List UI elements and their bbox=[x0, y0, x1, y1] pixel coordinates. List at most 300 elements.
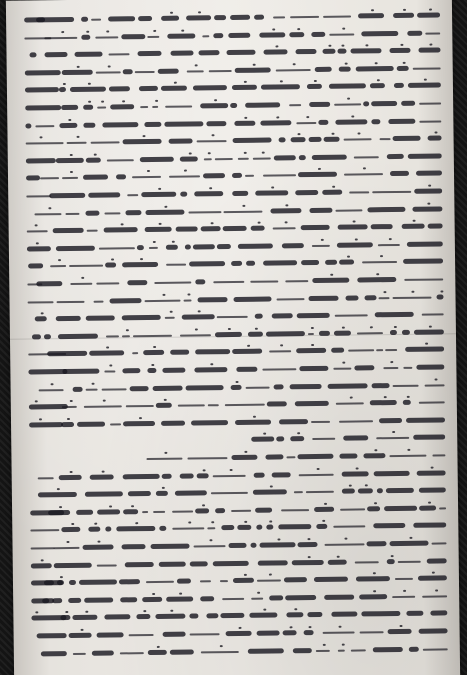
ink-stroke bbox=[180, 334, 210, 336]
ink-stroke bbox=[110, 423, 122, 425]
ink-dot bbox=[403, 9, 406, 11]
ink-dot bbox=[35, 401, 38, 403]
ink-dot bbox=[76, 136, 79, 138]
ink-stroke bbox=[173, 528, 205, 530]
ink-dot bbox=[92, 382, 95, 384]
ink-dot bbox=[136, 523, 139, 525]
ink-stroke bbox=[395, 578, 413, 580]
ink-stroke bbox=[229, 32, 251, 37]
ink-stroke bbox=[207, 528, 215, 530]
ink-stroke bbox=[26, 195, 51, 197]
ink-stroke bbox=[76, 510, 93, 515]
ink-stroke bbox=[278, 138, 285, 143]
ink-stroke bbox=[59, 122, 77, 127]
ink-dot bbox=[284, 222, 287, 224]
ink-dot bbox=[158, 188, 161, 190]
ink-dot bbox=[429, 9, 432, 11]
ink-stroke bbox=[396, 66, 409, 71]
ink-stroke bbox=[84, 406, 122, 408]
ink-dot bbox=[140, 258, 143, 260]
ink-stroke bbox=[234, 120, 255, 125]
ink-stroke bbox=[166, 244, 178, 249]
ink-stroke bbox=[142, 511, 149, 513]
ink-stroke bbox=[297, 313, 330, 318]
ink-stroke bbox=[248, 648, 284, 653]
ink-dot bbox=[409, 537, 412, 539]
ink-stroke bbox=[145, 121, 161, 126]
ink-stroke bbox=[250, 543, 256, 548]
ink-stroke bbox=[29, 422, 63, 427]
ink-dot bbox=[374, 502, 377, 504]
ink-stroke bbox=[123, 509, 138, 514]
ink-stroke bbox=[312, 278, 349, 283]
ink-dot bbox=[347, 98, 350, 100]
ink-stroke bbox=[34, 213, 61, 215]
ink-dot bbox=[189, 152, 192, 154]
ink-stroke bbox=[245, 386, 269, 388]
ink-stroke bbox=[181, 314, 214, 319]
ink-stroke bbox=[418, 48, 440, 53]
ink-stroke bbox=[389, 118, 416, 123]
ink-stroke bbox=[337, 242, 373, 247]
ink-stroke bbox=[335, 315, 368, 317]
ink-stroke bbox=[104, 370, 115, 372]
ink-stroke bbox=[138, 16, 152, 21]
ink-stroke bbox=[231, 261, 242, 266]
ink-dot bbox=[244, 81, 247, 83]
ink-stroke bbox=[291, 137, 306, 142]
ink-stroke bbox=[233, 578, 254, 583]
ink-stroke bbox=[37, 477, 54, 479]
ink-stroke bbox=[393, 136, 421, 141]
ink-stroke bbox=[123, 139, 162, 144]
ink-dot bbox=[188, 522, 191, 524]
ink-stroke bbox=[408, 153, 442, 158]
ink-stroke bbox=[215, 332, 242, 337]
ink-stroke bbox=[335, 209, 362, 211]
ink-dot bbox=[365, 485, 368, 487]
ink-stroke bbox=[163, 368, 186, 373]
ink-stroke bbox=[236, 367, 257, 372]
ink-stroke bbox=[187, 457, 227, 459]
ink-stroke bbox=[383, 367, 398, 369]
ink-stroke bbox=[86, 157, 100, 162]
ink-stroke bbox=[31, 580, 64, 585]
ink-dot bbox=[122, 100, 125, 102]
ink-stroke bbox=[417, 470, 446, 475]
ink-dot bbox=[344, 538, 347, 540]
ink-dot bbox=[48, 207, 51, 209]
ink-stroke bbox=[161, 16, 179, 21]
ink-stroke bbox=[121, 597, 137, 602]
ink-stroke bbox=[232, 173, 242, 178]
ink-dot bbox=[431, 466, 434, 468]
ink-dot bbox=[111, 259, 114, 261]
ink-stroke bbox=[95, 36, 118, 38]
ink-stroke bbox=[309, 102, 330, 107]
ink-dot bbox=[107, 30, 110, 32]
ink-stroke bbox=[413, 523, 447, 528]
ink-stroke bbox=[338, 49, 347, 54]
ink-stroke bbox=[77, 421, 106, 426]
ink-stroke bbox=[272, 472, 291, 477]
ink-stroke bbox=[183, 299, 192, 301]
ink-stroke bbox=[362, 261, 397, 263]
ink-stroke bbox=[122, 315, 162, 320]
ink-stroke bbox=[251, 437, 274, 442]
ink-stroke bbox=[25, 70, 61, 75]
ink-stroke bbox=[312, 31, 325, 36]
ink-stroke bbox=[259, 32, 285, 37]
ink-stroke bbox=[230, 15, 250, 20]
ink-stroke bbox=[253, 490, 287, 495]
ink-stroke bbox=[59, 474, 82, 479]
ink-stroke bbox=[314, 577, 347, 582]
ink-stroke bbox=[132, 176, 161, 178]
ink-dot bbox=[337, 555, 340, 557]
ink-stroke bbox=[421, 314, 443, 316]
ink-stroke bbox=[344, 436, 369, 441]
ink-stroke bbox=[31, 563, 52, 568]
ink-dot bbox=[425, 343, 428, 345]
ink-stroke bbox=[206, 614, 218, 619]
ink-stroke bbox=[145, 299, 181, 301]
ink-stroke bbox=[371, 224, 393, 229]
ink-stroke bbox=[122, 544, 146, 549]
ink-stroke bbox=[437, 294, 444, 299]
ink-stroke bbox=[215, 158, 233, 160]
ink-stroke bbox=[235, 419, 271, 424]
ink-stroke bbox=[24, 37, 51, 39]
ink-stroke bbox=[133, 335, 172, 337]
ink-stroke bbox=[169, 139, 192, 144]
ink-dot bbox=[353, 221, 356, 223]
ink-stroke bbox=[296, 122, 316, 124]
ink-stroke bbox=[155, 403, 172, 408]
ink-dot bbox=[412, 290, 415, 292]
ink-dot bbox=[308, 556, 311, 558]
ink-stroke bbox=[161, 420, 185, 425]
ink-stroke bbox=[180, 192, 187, 197]
ink-stroke bbox=[386, 559, 394, 564]
ink-stroke bbox=[130, 386, 149, 391]
ink-stroke bbox=[312, 245, 330, 247]
ink-stroke bbox=[282, 630, 296, 635]
ink-stroke bbox=[83, 175, 108, 180]
ink-stroke bbox=[197, 297, 227, 302]
ink-stroke bbox=[225, 404, 265, 406]
ink-dot bbox=[403, 590, 406, 592]
ink-dot bbox=[314, 80, 317, 82]
ink-stroke bbox=[372, 101, 398, 106]
ink-stroke bbox=[409, 646, 419, 651]
ink-stroke bbox=[162, 632, 186, 637]
ink-stroke bbox=[357, 332, 383, 334]
ink-stroke bbox=[327, 383, 367, 388]
ink-dot bbox=[245, 116, 248, 118]
ink-stroke bbox=[439, 507, 446, 509]
ink-stroke bbox=[26, 158, 56, 163]
ink-dot bbox=[98, 541, 101, 543]
ink-stroke bbox=[373, 647, 403, 652]
ink-dot bbox=[68, 119, 71, 121]
ink-stroke bbox=[344, 174, 383, 176]
ink-stroke bbox=[102, 388, 127, 390]
ink-dot bbox=[371, 9, 374, 11]
ink-dot bbox=[51, 383, 54, 385]
ink-stroke bbox=[225, 631, 251, 636]
ink-stroke bbox=[430, 611, 447, 616]
ink-stroke bbox=[269, 351, 292, 353]
ink-dot bbox=[271, 186, 274, 188]
ink-stroke bbox=[339, 66, 351, 71]
ink-dot bbox=[158, 223, 161, 225]
ink-stroke bbox=[116, 175, 126, 180]
ink-stroke bbox=[418, 576, 447, 581]
ink-stroke bbox=[147, 368, 156, 373]
ink-stroke bbox=[371, 119, 381, 124]
ink-stroke bbox=[195, 191, 224, 196]
ink-stroke bbox=[358, 13, 384, 18]
ink-dot bbox=[88, 83, 91, 85]
ink-stroke bbox=[188, 211, 221, 213]
ink-stroke bbox=[24, 17, 45, 22]
ink-stroke bbox=[417, 12, 440, 17]
ink-dot bbox=[342, 362, 345, 364]
ink-stroke bbox=[196, 140, 226, 142]
ink-stroke bbox=[373, 523, 405, 528]
ink-stroke bbox=[294, 401, 329, 406]
ink-stroke bbox=[273, 16, 285, 18]
ink-stroke bbox=[154, 282, 191, 284]
ink-stroke bbox=[142, 597, 162, 602]
ink-stroke bbox=[56, 316, 81, 321]
ink-stroke bbox=[36, 633, 66, 638]
ink-stroke bbox=[104, 227, 138, 232]
ink-stroke bbox=[358, 488, 373, 493]
ink-stroke bbox=[250, 613, 278, 618]
ink-stroke bbox=[93, 300, 104, 302]
ink-stroke bbox=[406, 417, 445, 422]
ink-dot bbox=[131, 505, 134, 507]
ink-stroke bbox=[375, 312, 414, 317]
ink-stroke bbox=[126, 210, 142, 215]
ink-stroke bbox=[238, 525, 252, 530]
ink-stroke bbox=[282, 243, 304, 248]
ink-dot bbox=[285, 204, 288, 206]
ink-stroke bbox=[339, 420, 373, 422]
ink-stroke bbox=[406, 611, 423, 616]
ink-stroke bbox=[166, 105, 192, 107]
ink-stroke bbox=[261, 120, 292, 125]
ink-stroke bbox=[332, 348, 344, 353]
ink-dot bbox=[67, 418, 70, 420]
ink-stroke bbox=[62, 69, 93, 74]
ink-stroke bbox=[40, 178, 60, 180]
ink-stroke bbox=[359, 594, 387, 599]
ink-stroke bbox=[356, 576, 390, 581]
ink-stroke bbox=[106, 159, 134, 161]
ink-stroke bbox=[185, 244, 191, 249]
ink-dot bbox=[434, 378, 437, 380]
ink-stroke bbox=[326, 260, 338, 265]
ink-stroke bbox=[206, 121, 227, 126]
ink-stroke bbox=[233, 296, 271, 301]
ink-stroke bbox=[296, 348, 327, 353]
ink-stroke bbox=[82, 34, 90, 39]
ink-stroke bbox=[228, 543, 247, 548]
ink-dot bbox=[243, 204, 246, 206]
ink-dot bbox=[88, 101, 91, 103]
ink-stroke bbox=[278, 524, 311, 529]
ink-stroke bbox=[286, 456, 295, 458]
ink-stroke bbox=[159, 561, 186, 566]
ink-dot bbox=[109, 364, 112, 366]
ink-stroke bbox=[203, 158, 211, 160]
ink-stroke bbox=[29, 53, 37, 58]
ink-stroke bbox=[222, 598, 244, 600]
ink-stroke bbox=[220, 613, 244, 618]
ink-dot bbox=[174, 82, 177, 84]
ink-stroke bbox=[61, 105, 78, 110]
ink-stroke bbox=[274, 384, 284, 389]
ink-stroke bbox=[374, 470, 410, 475]
ink-stroke bbox=[333, 526, 365, 528]
ink-stroke bbox=[404, 367, 412, 369]
ink-stroke bbox=[191, 420, 228, 425]
ink-stroke bbox=[367, 506, 380, 511]
ink-dot bbox=[85, 611, 88, 613]
ink-stroke bbox=[189, 261, 225, 266]
ink-stroke bbox=[105, 263, 116, 268]
ink-dot bbox=[107, 347, 110, 349]
ink-dot bbox=[280, 81, 283, 83]
ink-stroke bbox=[238, 243, 273, 248]
ink-dot bbox=[155, 100, 158, 102]
ink-stroke bbox=[334, 103, 361, 105]
ink-stroke bbox=[331, 612, 358, 617]
ink-dot bbox=[348, 485, 351, 487]
ink-stroke bbox=[128, 491, 151, 496]
ink-stroke bbox=[263, 175, 296, 177]
ink-stroke bbox=[62, 527, 80, 532]
ink-stroke bbox=[340, 508, 365, 510]
ink-dot bbox=[329, 45, 332, 47]
ink-dot bbox=[261, 151, 264, 153]
ink-stroke bbox=[200, 596, 214, 601]
ink-stroke bbox=[427, 224, 442, 229]
ink-stroke bbox=[25, 123, 31, 128]
ink-stroke bbox=[255, 190, 288, 195]
ink-dot bbox=[101, 101, 104, 103]
ink-stroke bbox=[67, 142, 86, 144]
ink-stroke bbox=[155, 614, 185, 619]
ink-stroke bbox=[405, 278, 444, 280]
ink-dot bbox=[377, 273, 380, 275]
ink-dot bbox=[170, 610, 173, 612]
ink-dot bbox=[408, 449, 411, 451]
ink-stroke bbox=[290, 16, 319, 18]
ink-dot bbox=[363, 168, 366, 170]
ink-stroke bbox=[306, 491, 334, 493]
ink-stroke bbox=[263, 261, 297, 266]
ink-dot bbox=[350, 397, 353, 399]
ink-stroke bbox=[198, 50, 220, 55]
ink-stroke bbox=[119, 579, 140, 584]
ink-stroke bbox=[123, 69, 133, 74]
ink-stroke bbox=[412, 67, 440, 69]
ink-stroke bbox=[201, 651, 239, 653]
ink-stroke bbox=[348, 350, 374, 352]
ink-dot bbox=[211, 522, 214, 524]
ink-stroke bbox=[220, 580, 227, 582]
ink-dot bbox=[103, 400, 106, 402]
ink-dot bbox=[202, 469, 205, 471]
ink-stroke bbox=[38, 492, 77, 497]
ink-stroke bbox=[152, 106, 158, 108]
ink-stroke bbox=[295, 190, 318, 195]
ink-stroke bbox=[146, 581, 175, 583]
ink-stroke bbox=[158, 68, 180, 73]
ink-dot bbox=[413, 220, 416, 222]
ink-dot bbox=[71, 523, 74, 525]
ink-stroke bbox=[260, 542, 296, 547]
ink-stroke bbox=[62, 369, 99, 374]
ink-dot bbox=[270, 486, 273, 488]
ink-dot bbox=[345, 62, 348, 64]
ink-stroke bbox=[418, 628, 447, 633]
ink-dot bbox=[253, 416, 256, 418]
ink-dot bbox=[35, 242, 38, 244]
ink-stroke bbox=[27, 283, 42, 285]
ink-stroke bbox=[126, 405, 154, 407]
ink-dot bbox=[147, 170, 150, 172]
ink-stroke bbox=[407, 241, 443, 246]
ink-stroke bbox=[405, 347, 444, 352]
ink-stroke bbox=[70, 87, 106, 92]
ink-dot bbox=[347, 256, 350, 258]
ink-stroke bbox=[106, 335, 119, 337]
ink-stroke bbox=[349, 191, 369, 193]
ink-stroke bbox=[317, 524, 328, 529]
ink-stroke bbox=[342, 489, 355, 494]
ink-stroke bbox=[419, 102, 441, 104]
ink-dot bbox=[228, 328, 231, 330]
ink-stroke bbox=[419, 402, 445, 404]
ink-stroke bbox=[123, 368, 141, 373]
ink-stroke bbox=[254, 314, 263, 319]
ink-dot bbox=[342, 643, 345, 645]
ink-stroke bbox=[83, 122, 95, 127]
ink-stroke bbox=[330, 33, 355, 35]
ink-stroke bbox=[394, 83, 405, 88]
ink-stroke bbox=[407, 30, 422, 35]
ink-stroke bbox=[281, 509, 310, 511]
ink-stroke bbox=[369, 84, 384, 89]
ink-stroke bbox=[69, 633, 92, 638]
ink-stroke bbox=[232, 455, 258, 460]
ink-dot bbox=[298, 133, 301, 135]
ink-stroke bbox=[298, 454, 334, 459]
ink-dot bbox=[209, 187, 212, 189]
ink-dot bbox=[181, 29, 184, 31]
ink-stroke bbox=[166, 264, 186, 266]
ink-stroke bbox=[29, 404, 68, 409]
ink-stroke bbox=[97, 107, 106, 109]
ink-stroke bbox=[161, 86, 188, 91]
ink-stroke bbox=[300, 366, 329, 371]
ink-stroke bbox=[343, 138, 371, 140]
